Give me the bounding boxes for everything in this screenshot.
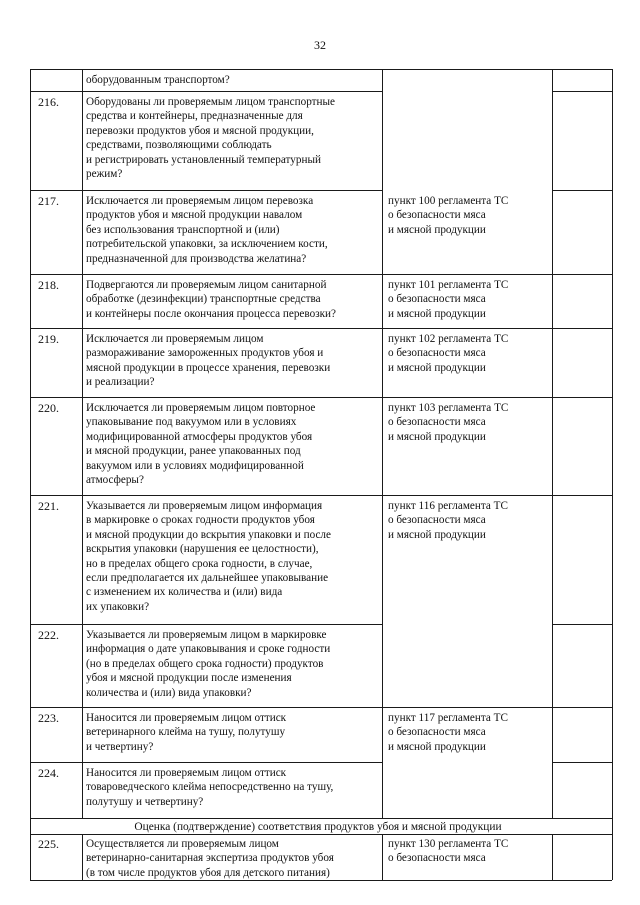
question-text: Подвергаются ли проверяемым лицом санитарной обработке (дезинфекции) транспортные средства и контейнеры после окончания процесса перевозки? bbox=[86, 279, 337, 320]
row-divider bbox=[30, 707, 612, 708]
column-divider bbox=[82, 834, 83, 880]
row-divider bbox=[30, 397, 612, 398]
column-divider bbox=[382, 69, 383, 818]
regulation-reference: пункт 130 регламента ТС о безопасности мяса bbox=[388, 838, 509, 865]
column-divider bbox=[552, 834, 553, 880]
row-number: 221. bbox=[38, 499, 59, 513]
row-divider bbox=[30, 818, 612, 819]
row-divider bbox=[30, 834, 612, 835]
row-number: 223. bbox=[38, 711, 59, 725]
question-text: Указывается ли проверяемым лицом в маркировке информация о дате упаковывания и сроке годности (но в пределах общего срока годности) продуктов убоя и мясной продукции после изменения количества и (или) вида упаковки? bbox=[86, 629, 331, 699]
row-number: 217. bbox=[38, 194, 59, 208]
regulation-reference: пункт 101 регламента ТС о безопасности мяса и мясной продукции bbox=[388, 279, 509, 320]
row-divider bbox=[30, 274, 612, 275]
row-number: 222. bbox=[38, 628, 59, 642]
question-text: Исключается ли проверяемым лицом размораживание замороженных продуктов убоя и мясной продукции в процессе хранения, перевозки и реализации? bbox=[86, 333, 331, 389]
row-divider bbox=[30, 495, 612, 496]
column-divider bbox=[30, 69, 31, 880]
row-divider bbox=[30, 69, 612, 70]
question-text: Указывается ли проверяемым лицом информация в маркировке о сроках годности продуктов убоя и мясной продукции до вскрытия упаковки и после вскрытия упаковки (нарушения ее целостности), но в пределах общего срока годности, в случае, если предполагается их дальнейшее упаковывание с изменением их количества и (или) вида их упаковки? bbox=[86, 500, 331, 613]
column-divider bbox=[382, 834, 383, 880]
column-divider bbox=[82, 69, 83, 818]
question-text: Осуществляется ли проверяемым лицом ветеринарно-санитарная экспертиза продуктов убоя (в том числе продуктов убоя для детского питания) bbox=[86, 838, 334, 879]
row-number: 218. bbox=[38, 278, 59, 292]
question-text: Исключается ли проверяемым лицом перевозка продуктов убоя и мясной продукции навалом без использования транспортной и (или) потребительской упаковки, за исключением кости, предназначенной для производства желатина? bbox=[86, 195, 328, 265]
regulation-reference: пункт 100 регламента ТС о безопасности мяса и мясной продукции bbox=[388, 195, 509, 236]
question-text: Наносится ли проверяемым лицом оттиск товароведческого клейма непосредственно на тушу, полутушу и четвертину? bbox=[86, 767, 334, 808]
regulation-reference: пункт 103 регламента ТС о безопасности мяса и мясной продукции bbox=[388, 402, 509, 443]
row-number: 216. bbox=[38, 95, 59, 109]
row-number: 224. bbox=[38, 766, 59, 780]
row-divider bbox=[552, 91, 612, 92]
regulation-reference: пункт 102 регламента ТС о безопасности мяса и мясной продукции bbox=[388, 333, 509, 374]
row-number: 220. bbox=[38, 401, 59, 415]
question-text: Исключается ли проверяемым лицом повторное упаковывание под вакуумом или в условиях модифицированной атмосферы продуктов убоя и мясной продукции, ранее упакованных под вакуумом или в условиях модифицированной атмосферы? bbox=[86, 402, 316, 487]
row-divider bbox=[552, 762, 612, 763]
question-text: Оборудованы ли проверяемым лицом транспортные средства и контейнеры, предназначенные для перевозки продуктов убоя и мясной продукции, средствами, позволяющими соблюдать и регистрировать установленный температурный режим? bbox=[86, 96, 336, 181]
row-divider bbox=[30, 328, 612, 329]
column-divider bbox=[552, 69, 553, 818]
regulation-reference: пункт 117 регламента ТС о безопасности мяса и мясной продукции bbox=[388, 712, 508, 753]
row-number: 225. bbox=[38, 837, 59, 851]
column-divider bbox=[612, 69, 613, 880]
question-text: Наносится ли проверяемым лицом оттиск ветеринарного клейма на тушу, полутушу и четвертину? bbox=[86, 712, 287, 753]
regulation-reference: пункт 116 регламента ТС о безопасности мяса и мясной продукции bbox=[388, 500, 508, 541]
question-text: оборудованным транспортом? bbox=[86, 74, 230, 86]
row-divider bbox=[552, 190, 612, 191]
section-heading: Оценка (подтверждение) соответствия продуктов убоя и мясной продукции bbox=[134, 821, 502, 833]
row-divider bbox=[552, 624, 612, 625]
page-number: 32 bbox=[314, 38, 326, 52]
row-number: 219. bbox=[38, 332, 59, 346]
